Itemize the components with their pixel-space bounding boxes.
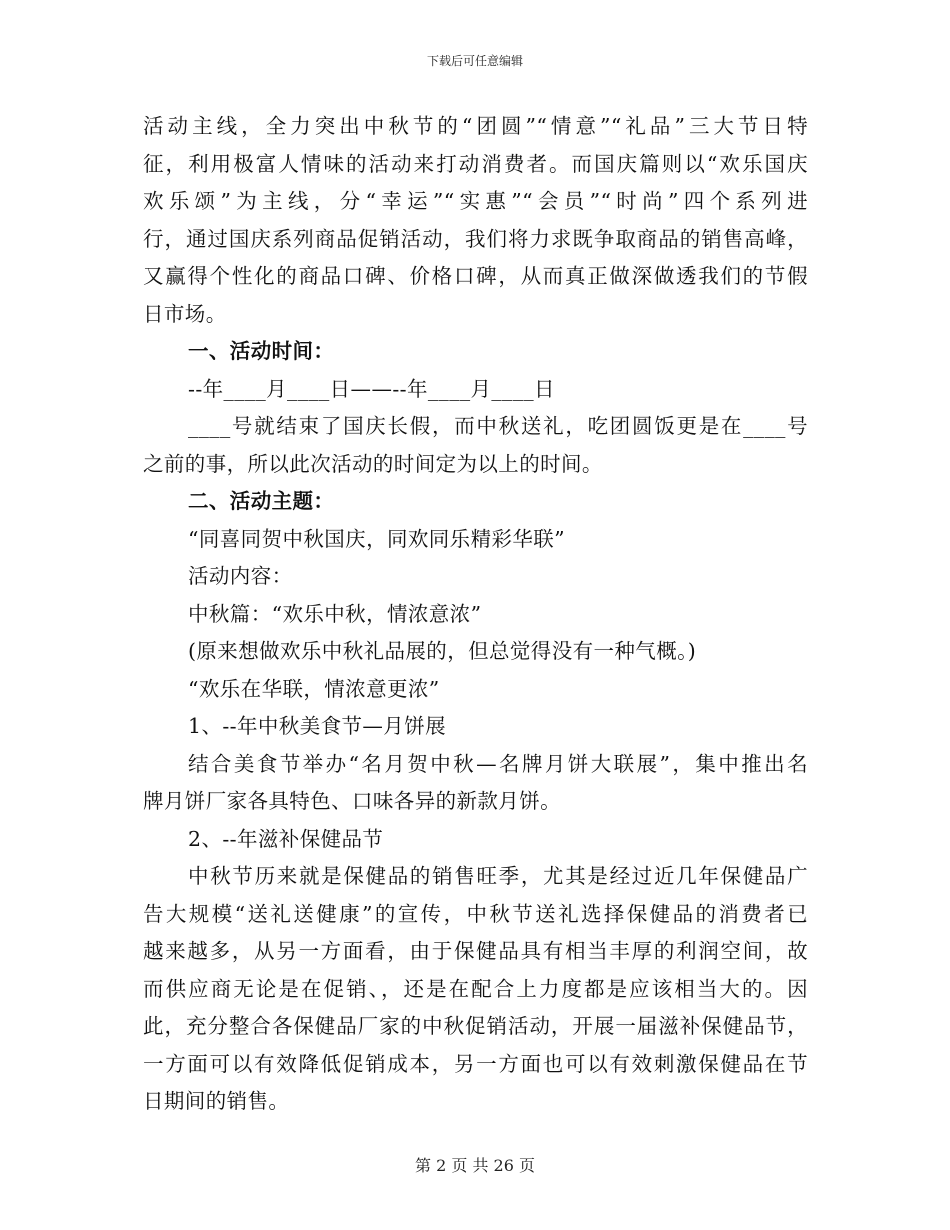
paragraph-line: 欢乐颂”为主线，分“幸运”“实惠”“会员”“时尚”四个系列进 [143, 189, 808, 213]
paragraph-line: 中秋篇：“欢乐中秋，情浓意浓” [188, 601, 482, 626]
paragraph-line: 牌月饼厂家各具特色、口味各异的新款月饼。 [143, 789, 561, 813]
page-footer: 第 2 页 共 26 页 [415, 1156, 535, 1175]
section-heading: 一、活动时间： [188, 339, 335, 363]
paragraph-line: 日期间的销售。 [143, 1089, 290, 1113]
paragraph-line: 此，充分整合各保健品厂家的中秋促销活动，开展一届滋补保健品节， [143, 1014, 808, 1038]
paragraph-line: 越来越多，从另一方面看，由于保健品具有相当丰厚的利润空间，故 [143, 939, 808, 963]
paragraph-line: 一方面可以有效降低促销成本，另一方面也可以有效刺激保健品在节 [143, 1051, 808, 1076]
subsection-heading: 2、--年滋补保健品节 [188, 826, 384, 851]
paragraph-line: (原来想做欢乐中秋礼品展的，但总觉得没有一种气概。) [188, 639, 697, 663]
document-body [143, 108, 808, 1121]
subsection-heading: 1、--年中秋美食节—月饼展 [188, 714, 446, 738]
paragraph-line: 又赢得个性化的商品口碑、价格口碑，从而真正做深做透我们的节假 [143, 264, 808, 288]
paragraph-line: 活动主线，全力突出中秋节的“团圆”“情意”“礼品”三大节日特 [143, 114, 808, 138]
paragraph-line: “同喜同贺中秋国庆，同欢同乐精彩华联” [188, 526, 566, 551]
paragraph-line: 结合美食节举办“名月贺中秋—名牌月饼大联展”，集中推出名 [188, 751, 808, 776]
section-heading: 二、活动主题： [188, 489, 335, 513]
paragraph-line: 而供应商无论是在促销、，还是在配合上力度都是应该相当大的。因 [143, 976, 808, 1001]
page-header: 下载后可任意编辑 [426, 54, 523, 68]
paragraph-line: 行，通过国庆系列商品促销活动，我们将力求既争取商品的销售高峰， [143, 226, 808, 251]
paragraph-line: 之前的事，所以此次活动的时间定为以上的时间。 [143, 451, 603, 476]
paragraph-line: “欢乐在华联，情浓意更浓” [188, 676, 440, 701]
paragraph-line: --年____月____日——--年____月____日 [188, 376, 555, 401]
paragraph-line: 告大规模“送礼送健康”的宣传，中秋节送礼选择保健品的消费者已 [143, 901, 808, 926]
paragraph-line: ____号就结束了国庆长假，而中秋送礼，吃团圆饭更是在____号 [188, 414, 808, 438]
paragraph-line: 活动内容： [188, 564, 293, 588]
paragraph-line: 征，利用极富人情味的活动来打动消费者。而国庆篇则以“欢乐国庆 [143, 151, 808, 176]
paragraph-line: 中秋节历来就是保健品的销售旺季，尤其是经过近几年保健品广 [188, 864, 808, 888]
paragraph-line: 日市场。 [143, 301, 227, 326]
